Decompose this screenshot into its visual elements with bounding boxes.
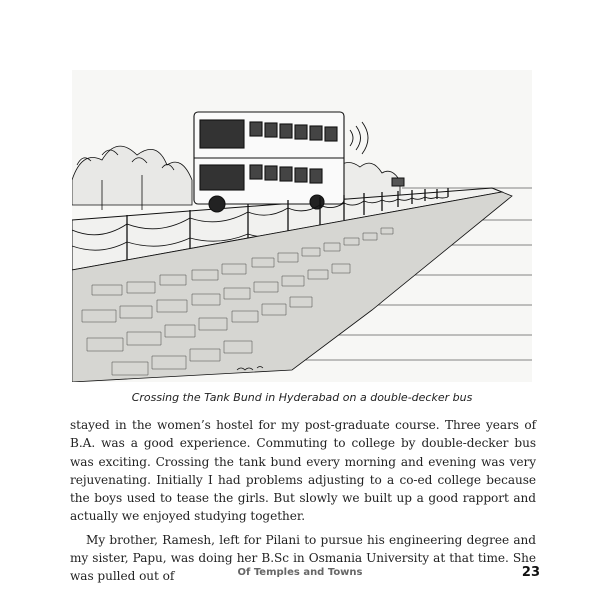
page-number: 23 [521,565,540,580]
running-footer-title: Of Temples and Towns [237,567,363,578]
paragraph: My brother, Ramesh, left for Pilani to pursue his engineering degree and my sister, Papu, was doing her B.Sc in Osmania University at that time. She was pulled out of [70,532,536,584]
tank-bund-illustration [72,70,532,382]
figure-caption: Crossing the Tank Bund in Hyderabad on a double-decker bus [131,391,473,404]
paragraph: stayed in the women’s hostel for my post-graduate course. Three years of B.A. was a good experience. Commuting to college by double-decker bus was exciting. Crossing the tank bund every morning and evening was very rejuvenating. Initially I had problems adjusting to a co-ed college because the boys used to tease the girls. But slowly we built up a good rapport and actually we enjoyed studying together. [70,418,536,524]
double-decker-bus [194,112,368,212]
body-text [70,416,536,586]
